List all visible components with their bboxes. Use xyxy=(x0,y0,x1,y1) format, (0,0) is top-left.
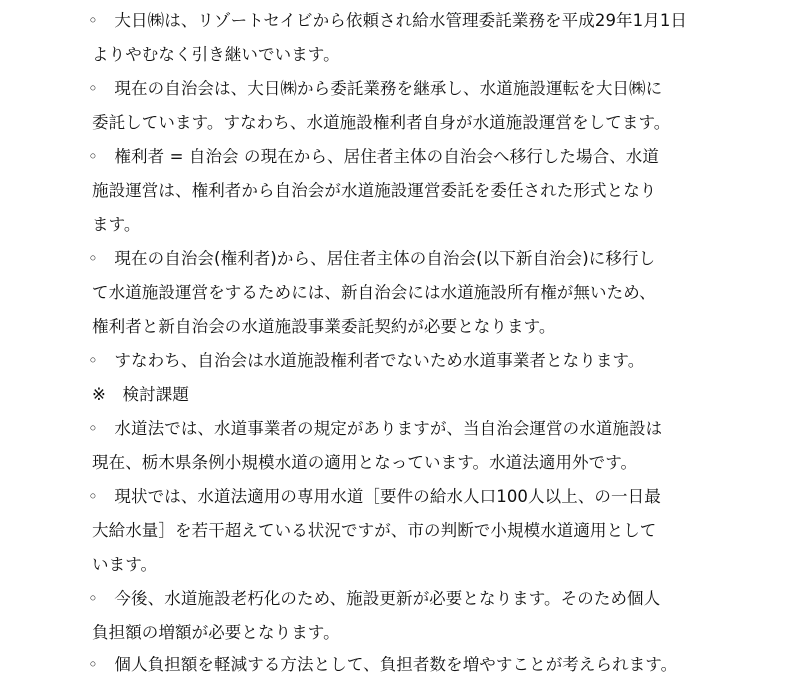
text-line: 大給水量］を若干超えている状況ですが、市の判断で小規模水道適用として xyxy=(92,521,657,540)
text-line: ◦ 今後、水道施設老朽化のため、施設更新が必要となります。そのため個人 xyxy=(88,589,661,608)
text-line: ◦ 権利者 = 自治会 の現在から、居住者主体の自治会へ移行した場合、水道 xyxy=(88,147,659,166)
text-line: 現在、栃木県条例小規模水道の適用となっています。水道法適用外です。 xyxy=(92,453,638,472)
text-line: よりやむなく引き継いでいます。 xyxy=(92,45,340,64)
text-line: ◦ 水道法では、水道事業者の規定がありますが、当自治会運営の水道施設は xyxy=(88,419,663,438)
text-line: ◦ 現在の自治会(権利者)から、居住者主体の自治会(以下新自治会)に移行し xyxy=(88,249,656,268)
text-line: ◦ 現在の自治会は、大日㈱から委託業務を継承し、水道施設運転を大日㈱に xyxy=(88,79,663,98)
text-line: 施設運営は、権利者から自治会が水道施設運営委託を委任された形式となり xyxy=(92,181,657,200)
text-line: て水道施設運営をするためには、新自治会には水道施設所有権が無いため、 xyxy=(92,283,656,302)
text-line: ◦ 現状では、水道法適用の専用水道［要件の給水人口100人以上、の一日最 xyxy=(88,487,661,506)
text-line: ◦ すなわち、自治会は水道施設権利者でないため水道事業者となります。 xyxy=(88,351,645,370)
text-line: 権利者と新自治会の水道施設事業委託契約が必要となります。 xyxy=(92,317,556,336)
text-line: ◦ 大日㈱は、リゾートセイビから依頼され給水管理委託業務を平成29年1月1日 xyxy=(88,11,688,30)
text-line: います。 xyxy=(92,555,158,574)
text-line: 負担額の増額が必要となります。 xyxy=(92,623,340,642)
text-line: ◦ 個人負担額を軽減する方法として、負担者数を増やすことが考えられます。 xyxy=(88,655,678,674)
text-line: 委託しています。すなわち、水道施設権利者自身が水道施設運営をしてます。 xyxy=(92,113,671,132)
section-heading: ※ 検討課題 xyxy=(92,385,189,404)
text-line: ます。 xyxy=(92,215,141,234)
